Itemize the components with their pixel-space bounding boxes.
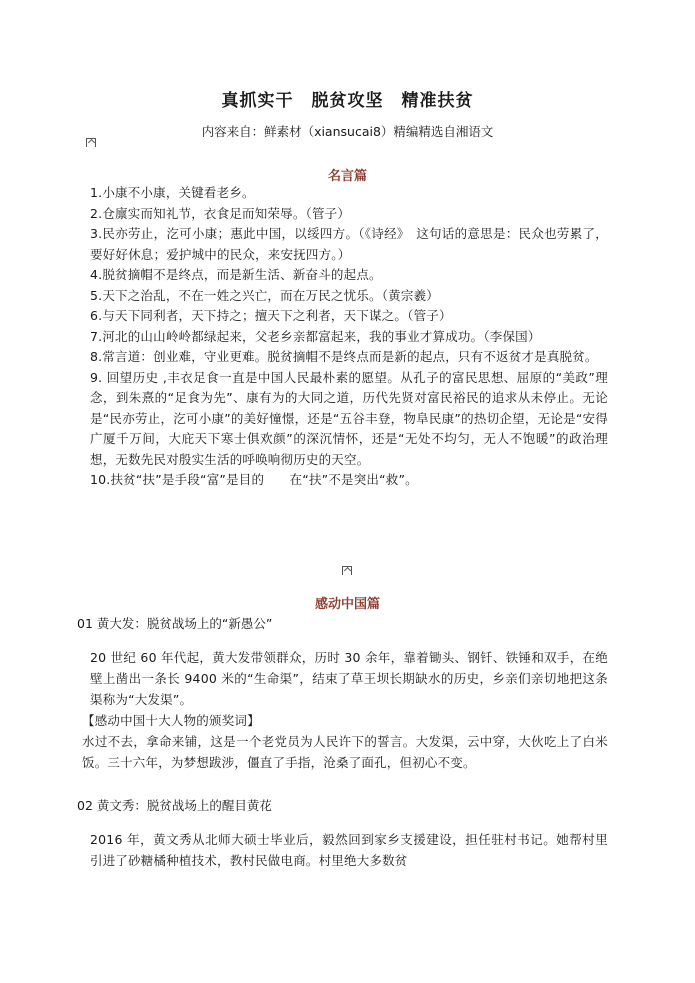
- section-heading-quotes: 名言篇: [327, 169, 367, 184]
- story-body: [82, 647, 608, 773]
- quote-item: 3.民亦劳止，汔可小康；惠此中国，以绥四方。（《诗经》 这句话的意思是：民众也劳累了，要好好休息；爱护城中的民众，来安抚四方。）: [90, 226, 608, 262]
- award-citation-label: 【感动中国十大人物的颁奖词】: [82, 713, 260, 728]
- quote-item: 7.河北的山山岭岭都绿起来，父老乡亲都富起来，我的事业才算成功。（李保国）: [90, 328, 541, 344]
- section-heading-touching: 感动中国篇: [314, 597, 380, 612]
- quote-item: 6.与天下同利者，天下持之；擅天下之利者，天下谋之。（管子）: [90, 308, 452, 323]
- story-heading: 01 黄大发：脱贫战场上的“新愚公”: [77, 616, 273, 631]
- story-paragraph: 水过不去，拿命来铺，这是一个老党员为人民许下的誓言。大发渠，云中穿，大伙吃上了白米饭。三十六年，为梦想跋涉，僵直了手指，沧桑了面孔，但初心不变。: [82, 734, 608, 770]
- story-paragraph: 20 世纪 60 年代起，黄大发带领群众，历时 30 余年，靠着锄头、钢钎、铁锤和双手，在绝壁上凿出一条长 9400 米的“生命渠”，结束了草王坝长期缺水的历史，乡亲们亲切地把这条渠称为“大发渠”。: [90, 650, 608, 707]
- anchor-mark-icon: [86, 138, 96, 147]
- quote-item: 10.扶贫“扶”是手段“富”是目的 在“扶”不是突出“救”。: [90, 472, 418, 487]
- quote-item: 1.小康不小康，关键看老乡。: [90, 185, 255, 200]
- quote-item: 2.仓廪实而知礼节，衣食足而知荣辱。（管子）: [90, 205, 351, 221]
- quote-item: 5.天下之治乱，不在一姓之兴亡，而在万民之忧乐。（黄宗羲）: [90, 287, 439, 303]
- story-paragraph: 2016 年，黄文秀从北师大硕士毕业后，毅然回到家乡支援建设，担任驻村书记。她帮村里引进了砂糖橘种植技术，教村民做电商。村里绝大多数贫: [90, 832, 608, 868]
- quote-item: 4.脱贫摘帽不是终点，而是新生活、新奋斗的起点。: [90, 267, 382, 282]
- source-line: 内容来自：鲜素材（xiansucai8）精编精选自湘语文: [201, 124, 494, 139]
- quotes-list: [90, 183, 608, 491]
- quote-item: 8.常言道：创业难，守业更难。脱贫摘帽不是终点而是新的起点，只有不返贫才是真脱贫。: [90, 349, 598, 364]
- story-heading: 02 黄文秀：脱贫战场上的醒目黄花: [77, 798, 272, 813]
- story-body: [90, 829, 608, 871]
- anchor-mark-icon: [342, 566, 352, 575]
- quote-item: 9. 回望历史 ,丰衣足食一直是中国人民最朴素的愿望。从孔子的富民思想、屈原的“美政”理念，到朱熹的“足食为先”、康有为的大同之道，历代先贤对富民裕民的追求从未停止。无论是“民亦劳止，汔可小康”的美好憧憬，还是“五谷丰登，物阜民康”的热切企望，无论是“安得广厦千万间，大庇天下寒士俱欢颜”的深沉情怀，还是“无处不均匀，无人不饱暖”的政治理想，无数先民对殷实生活的呼唤响彻历史的天空。: [90, 369, 608, 467]
- document-title: 真抓实干 脱贫攻坚 精准扶贫: [221, 91, 474, 111]
